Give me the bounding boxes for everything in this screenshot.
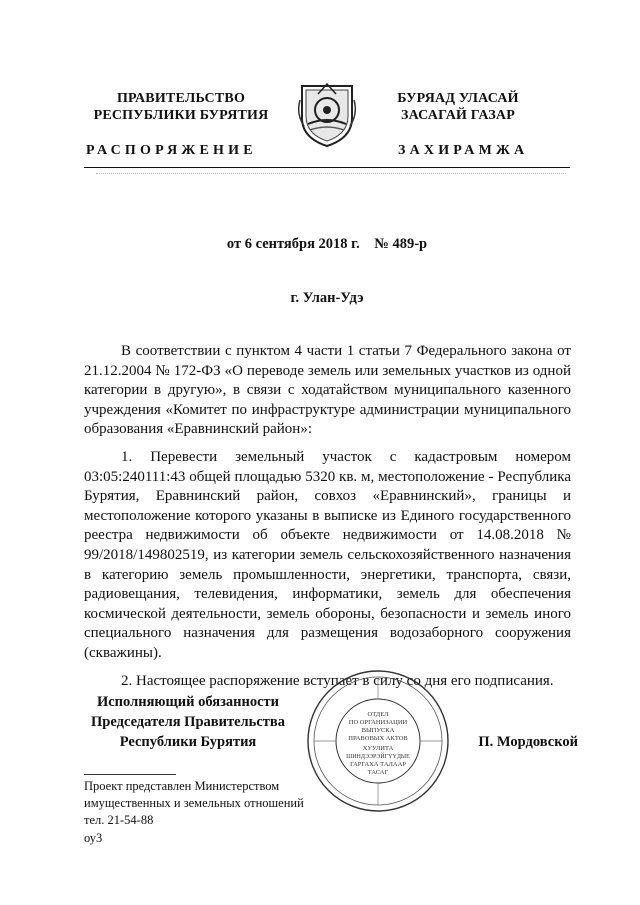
signatory-title	[78, 692, 298, 752]
stamp-text-line2: ПО ОРГАНИЗАЦИИ	[348, 719, 408, 726]
doc-type-left: РАСПОРЯЖЕНИЕ	[86, 143, 257, 158]
footer-line1: Проект представлен Министерством	[84, 779, 280, 793]
header-right	[378, 90, 538, 124]
footer-divider	[84, 774, 176, 775]
coat-of-arms-icon	[296, 80, 358, 148]
stamp-text-line7: ГАРГАХА ТАЛААР	[350, 761, 406, 768]
signatory-title-line2: Председателя Правительства	[91, 714, 285, 730]
header-left-line1: ПРАВИТЕЛЬСТВО	[116, 91, 246, 106]
document-body	[84, 342, 571, 691]
paragraph-item-2: 2. Настоящее распоряжение вступает в силу со дня его подписания.	[121, 672, 554, 689]
date-number: от 6 сентября 2018 г. № 489-р	[226, 236, 428, 252]
header-left-line2: РЕСПУБЛИКИ БУРЯТИЯ	[93, 108, 269, 123]
header-right-line2: ЗАСАГАЙ ГАЗАР	[400, 108, 515, 123]
signatory-name: П. Мордовской	[478, 734, 578, 750]
doc-type-right: ЗАХИРАМЖА	[398, 143, 529, 158]
footer-code: оу3	[84, 831, 103, 845]
stamp-text-line5: ХУУЛИТА	[362, 745, 394, 752]
signatory-title-line1: Исполняющий обязанности	[96, 694, 280, 710]
footer-line2: имущественных и земельных отношений	[84, 796, 304, 810]
city: г. Улан-Удэ	[290, 290, 364, 306]
header-left	[86, 90, 276, 124]
stamp-text-line6: ШИНДЭЭРЭЙГҮҮДЫЕ	[346, 754, 410, 760]
paragraph-preamble: В соответствии с пунктом 4 части 1 статьи 7 Федерального закона от 21.12.2004 № 172-ФЗ «О переводе земель или земельных участков из одной категории в другую», в связи с ходатайством муниципального казенного учреждения «Комитет по инфраструктуре администрации муниципального образования «Еравнинский район»:	[84, 343, 571, 438]
footer-note	[84, 778, 344, 829]
header-divider	[84, 167, 570, 168]
stamp-text-line8: ТАСАГ	[367, 769, 389, 776]
stamp-text-line1: ОТДЕЛ	[367, 711, 389, 718]
header-dotted-line	[96, 173, 566, 178]
stamp-text-line3: ВЫПУСКА	[361, 727, 395, 734]
signatory-title-line3: Республики Бурятия	[119, 734, 257, 750]
header-right-line1: БУРЯАД УЛАСАЙ	[397, 91, 519, 106]
stamp-text-line4: ПРАВОВЫХ АКТОВ	[348, 735, 408, 742]
footer-line3: тел. 21-54-88	[84, 813, 154, 827]
paragraph-item-1: 1. Перевести земельный участок с кадастровым номером 03:05:240111:43 общей площадью 5320 кв. м, местоположение - Республика Бурятия, Еравнинский район, совхоз «Еравнинский», границы и местоположение которого указаны в выписке из Единого государственного реестра недвижимости об объекте недвижимости от 14.08.2018 № 99/2018/149802519, из категории земель сельскохозяйственного назначения в категорию земель промышленности, энергетики, транспорта, связи, радиовещания, телевидения, информатики, земель для обеспечения космической деятельности, земель обороны, безопасности и земель иного специального назначения для размещения водозаборного сооружения (скважины).	[84, 448, 571, 661]
